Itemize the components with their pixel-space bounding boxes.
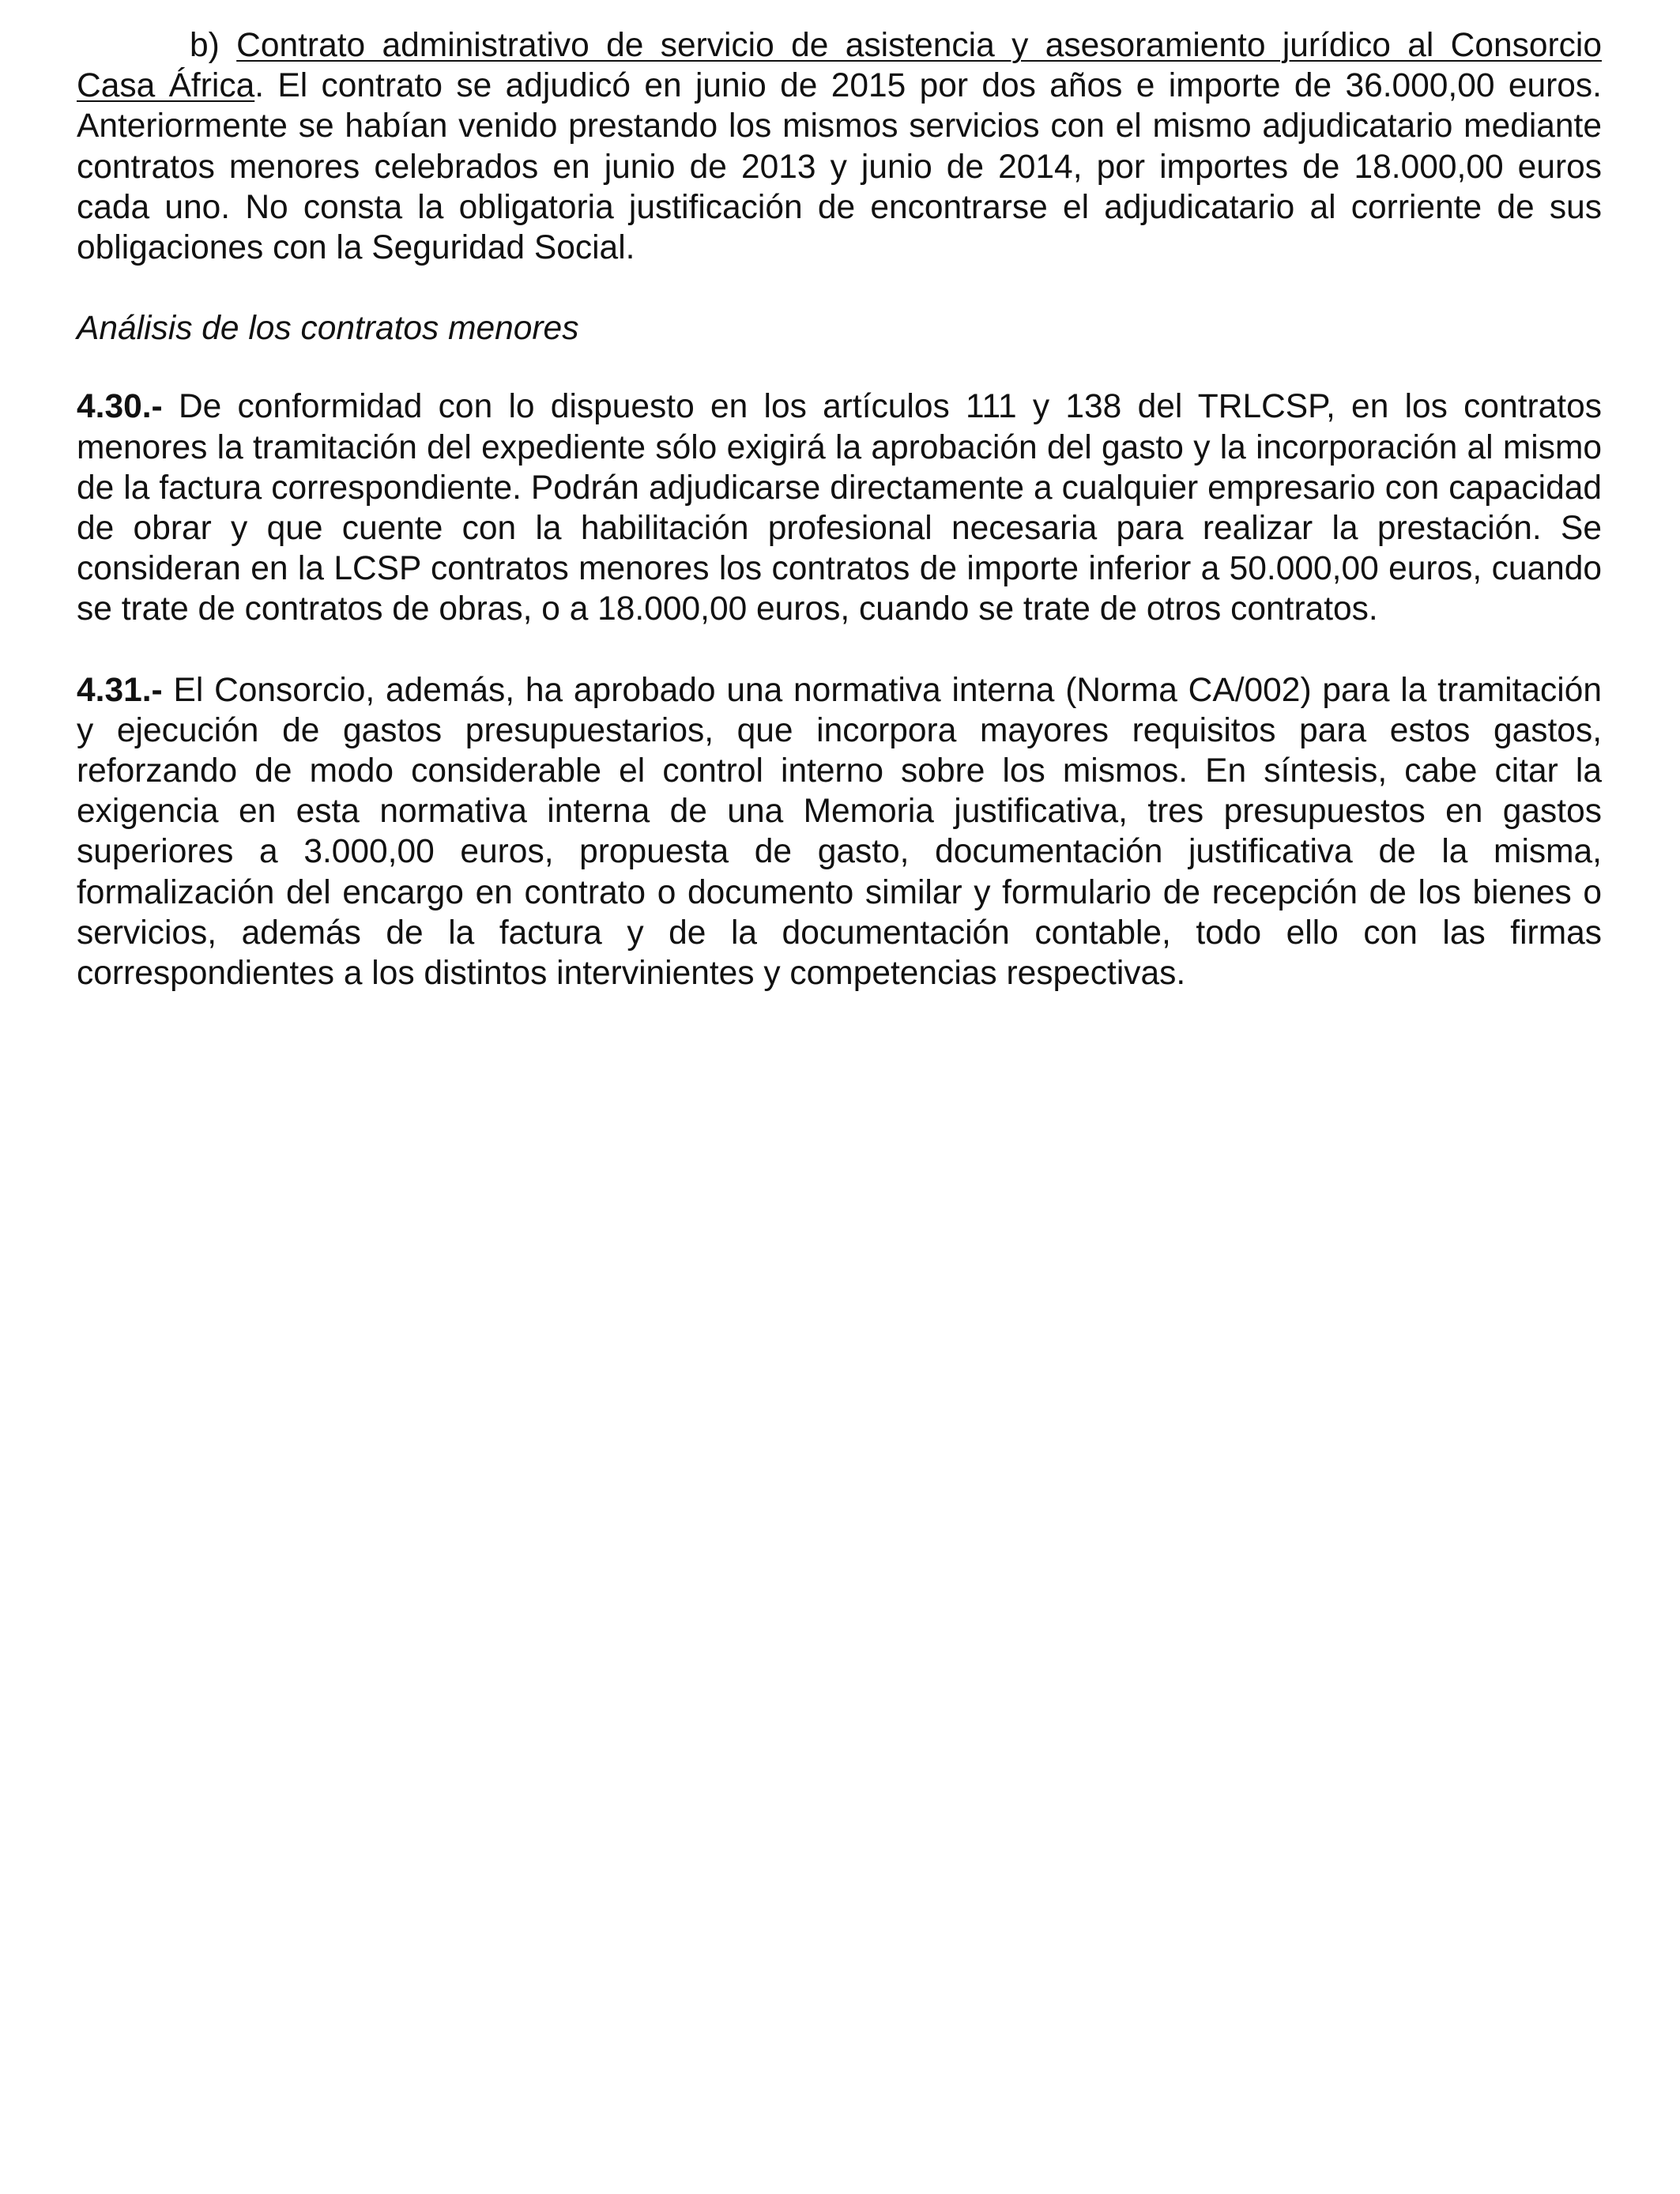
- section-heading: Análisis de los contratos menores: [77, 310, 579, 348]
- paragraph-item-b: [77, 25, 1602, 268]
- paragraph-text: De conformidad con lo dispuesto en los artículos 111 y 138 del TRLCSP, en los contratos menores la tramitación del expediente sólo exigirá la aprobación del gasto y la incorporación al mismo de la factura correspondiente. Podrán adjudicarse directamente a cualquier empresario con capacidad de obrar y que cuente con la habilitación profesional necesaria para realizar la prestación. Se consideran en la LCSP contratos menores los contratos de importe inferior a 50.000,00 euros, cuando se trate de contratos de obras, o a 18.000,00 euros, cuando se trate de otros contratos.: [77, 388, 1602, 628]
- paragraph-text: El Consorcio, además, ha aprobado una normativa interna (Norma CA/002) para la tramitación y ejecución de gastos presupuestarios, que incorpora mayores requisitos para estos gastos, reforzando de modo considerable el control interno sobre los mismos. En síntesis, cabe citar la exigencia en esta normativa interna de una Memoria justificativa, tres presupuestos en gastos superiores a 3.000,00 euros, propuesta de gasto, documentación justificativa de la misma, formalización del encargo en contrato o documento similar y formulario de recepción de los bienes o servicios, además de la factura y de la documentación contable, todo ello con las firmas correspondientes a los distintos intervinientes y competencias respectivas.: [77, 671, 1602, 993]
- paragraph-number: 4.31.-: [77, 671, 163, 709]
- paragraph-4-31: [77, 670, 1602, 994]
- item-b-body: . El contrato se adjudicó en junio de 2015 por dos años e importe de 36.000,00 euros. Anteriormente se habían venido prestando los mismos servicios con el mismo adjudicatario mediante contratos menores celebrados en junio de 2013 y junio de 2014, por importes de 18.000,00 euros cada uno. No consta la obligatoria justificación de encontrarse el adjudicatario al corriente de sus obligaciones con la Seguridad Social.: [77, 67, 1602, 267]
- paragraph-4-30: [77, 386, 1602, 629]
- document-body: [77, 25, 1602, 993]
- paragraph-number: 4.30.-: [77, 388, 163, 426]
- item-marker: b): [190, 27, 237, 64]
- contract-title: Contrato administrativo de servicio de asistencia y asesoramiento jurídico al Consorcio Casa África: [77, 27, 1602, 105]
